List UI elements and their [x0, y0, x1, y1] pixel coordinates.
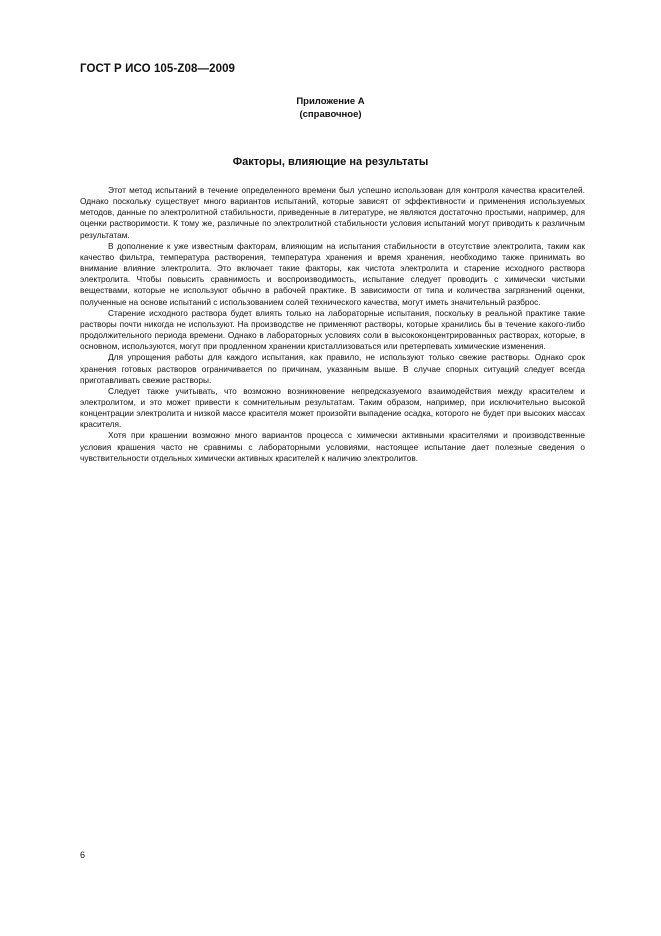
page-number: 6	[80, 850, 86, 860]
paragraph: Старение исходного раствора будет влиять только на лабораторные испытания, поскольку в реальной практике такие растворы почти никогда не используют. На производстве не применяют растворы, которые хранились бы в течение какого-либо продолжительного периода времени. Однако в лабораторных условиях соли в высококонцентрированных растворах, которые, в основном, используются, могут при продленном хранении кристаллизоваться или претерпевать химические изменения.	[80, 307, 585, 352]
annex-type: (справочное)	[299, 109, 362, 120]
body-text	[80, 185, 585, 464]
paragraph: В дополнение к уже известным факторам, влияющим на испытания стабильности в отсутствие электролита, таким как качество фильтра, температура растворения, температура хранения и время хранения, необходимо также принимать во внимание влияние электролита. Это включает такие факторы, как чистота электролита и старение исходного раствора электролита. Чтобы повысить сравнимость и воспроизводимость, испытание следует проводить с химически чистыми веществами, которые не используют обычно в рабочей практике. В зависимости от типа и количества загрязнений оценки, полученные на основе испытаний с использованием солей технического качества, могут иметь значительный разброс.	[80, 240, 585, 307]
annex-title: Приложение А	[296, 96, 365, 107]
paragraph: Следует также учитывать, что возможно возникновение непредсказуемого взаимодействия между красителем и электролитом, и это может привести к сомнительным результатам. Таким образом, например, при исключительно высокой концентрации электролита и низкой массе красителя может произойти выпадение осадка, которого не будет при высоких массах красителя.	[80, 385, 585, 430]
paragraph: Для упрощения работы для каждого испытания, как правило, не используют только свежие растворы. Однако срок хранения готовых растворов ограничивается по причинам, указанным выше. В случае спорных ситуаций следует всегда приготавливать свежие растворы.	[80, 352, 585, 385]
paragraph: Этот метод испытаний в течение определенного времени был успешно использован для контроля качества красителей. Однако поскольку существует много вариантов испытаний, которые зависят от эффективности и применения используемых методов, данные по электролитной стабильности, приведенные в литературе, не являются достаточно простыми, например, для оценки растворимости. К тому же, различные по электролитной стабильности условия испытаний могут приводить к различным результатам.	[80, 185, 585, 240]
annex-heading	[0, 95, 661, 121]
paragraph: Хотя при крашении возможно много вариантов процесса с химически активными красителями и производственные условия крашения часто не сравнимы с лабораторными условиями, настоящее испытание дает полезные сведения о чувствительности отдельных химически активных красителей к наличию электролитов.	[80, 430, 585, 463]
document-header: ГОСТ Р ИСО 105-Z08—2009	[80, 63, 236, 75]
section-title: Факторы, влияющие на результаты	[232, 156, 429, 168]
